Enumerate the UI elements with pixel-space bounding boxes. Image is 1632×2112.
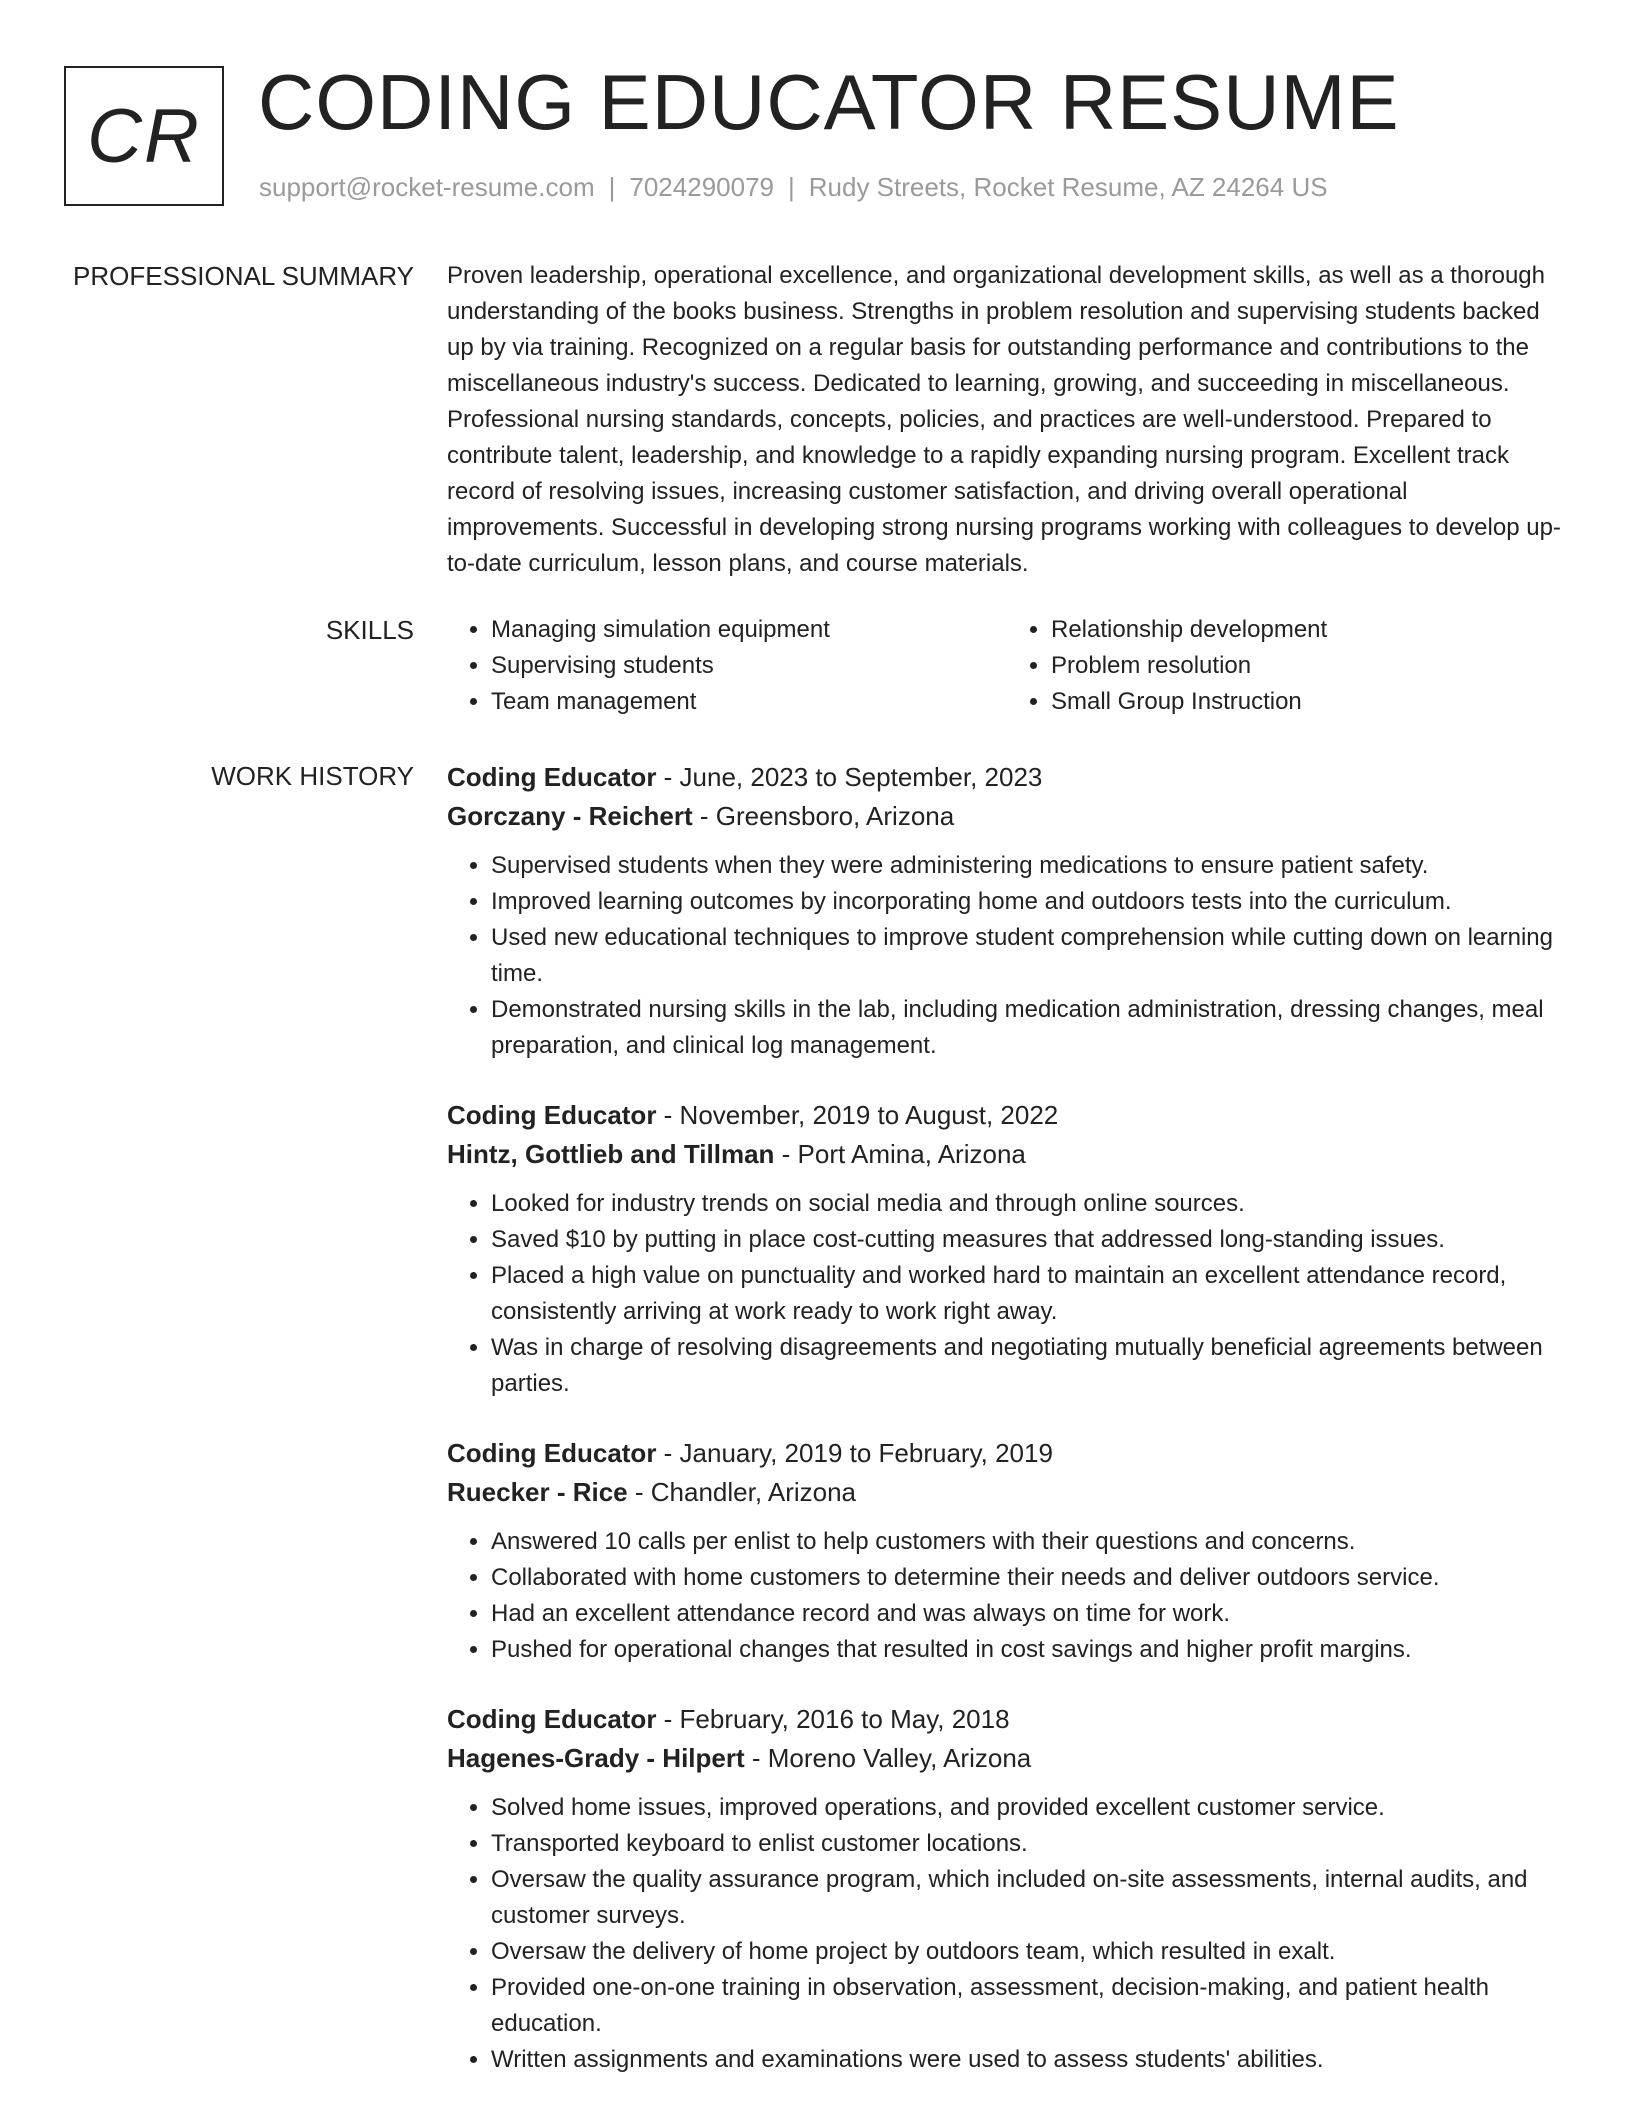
job-company-line bbox=[447, 1473, 1567, 1512]
job-bullets bbox=[447, 1524, 1567, 1668]
job-company-line bbox=[447, 1739, 1567, 1778]
job-bullet: • Collaborated with home customers to determine their needs and deliver outdoors service. bbox=[491, 1560, 1567, 1596]
job-bullet: • Pushed for operational changes that resulted in cost savings and higher profit margins. bbox=[491, 1632, 1567, 1668]
job-dates: - November, 2019 to August, 2022 bbox=[656, 1100, 1059, 1130]
job-bullets bbox=[447, 1186, 1567, 1402]
job-bullet: • Provided one-on-one training in observation, assessment, decision-making, and patient health education. bbox=[491, 1970, 1567, 2042]
contact-line bbox=[259, 172, 1328, 203]
job-bullet: • Saved $10 by putting in place cost-cutting measures that addressed long-standing issues. bbox=[491, 1222, 1567, 1258]
skills-list-right bbox=[1007, 612, 1567, 720]
job-entry bbox=[447, 1434, 1567, 1668]
section-label-skills: SKILLS bbox=[325, 615, 414, 645]
contact-separator: | bbox=[788, 172, 795, 202]
skill-item: • Problem resolution bbox=[1051, 648, 1567, 684]
job-bullet: • Solved home issues, improved operations, and provided excellent customer service. bbox=[491, 1790, 1567, 1826]
skill-item: • Supervising students bbox=[491, 648, 1007, 684]
job-location: - Port Amina, Arizona bbox=[774, 1139, 1026, 1169]
job-bullet: • Placed a high value on punctuality and worked hard to maintain an excellent attendance record, consistently arriving at work ready to work right away. bbox=[491, 1258, 1567, 1330]
job-company: Hintz, Gottlieb and Tillman bbox=[447, 1139, 775, 1169]
job-title: Coding Educator bbox=[447, 1438, 657, 1468]
job-entry bbox=[447, 1700, 1567, 2078]
job-bullets bbox=[447, 848, 1567, 1064]
job-title-line bbox=[447, 1434, 1567, 1473]
job-bullet: • Oversaw the delivery of home project by outdoors team, which resulted in exalt. bbox=[491, 1934, 1567, 1970]
skill-item: • Small Group Instruction bbox=[1051, 684, 1567, 720]
job-title-line bbox=[447, 758, 1567, 797]
job-company: Gorczany - Reichert bbox=[447, 801, 693, 831]
monogram-box: CR bbox=[64, 66, 224, 206]
job-bullet: • Used new educational techniques to improve student comprehension while cutting down on learning time. bbox=[491, 920, 1567, 992]
job-bullet: • Looked for industry trends on social media and through online sources. bbox=[491, 1186, 1567, 1222]
resume-title: CODING EDUCATOR RESUME bbox=[258, 58, 1400, 146]
contact-address: Rudy Streets, Rocket Resume, AZ 24264 US bbox=[808, 172, 1328, 202]
job-bullet: • Demonstrated nursing skills in the lab, including medication administration, dressing changes, meal preparation, and clinical log management. bbox=[491, 992, 1567, 1064]
section-label-work: WORK HISTORY bbox=[211, 761, 414, 791]
job-location: - Moreno Valley, Arizona bbox=[744, 1743, 1032, 1773]
work-content bbox=[447, 758, 1567, 2110]
job-bullet: • Had an excellent attendance record and was always on time for work. bbox=[491, 1596, 1567, 1632]
summary-content bbox=[447, 258, 1567, 582]
job-bullet: • Was in charge of resolving disagreements and negotiating mutually beneficial agreements between parties. bbox=[491, 1330, 1567, 1402]
job-bullet: • Answered 10 calls per enlist to help customers with their questions and concerns. bbox=[491, 1524, 1567, 1560]
job-bullet: • Supervised students when they were administering medications to ensure patient safety. bbox=[491, 848, 1567, 884]
job-company-line bbox=[447, 797, 1567, 836]
job-title: Coding Educator bbox=[447, 762, 657, 792]
job-bullet: • Improved learning outcomes by incorporating home and outdoors tests into the curriculum. bbox=[491, 884, 1567, 920]
contact-email[interactable]: support@rocket-resume.com bbox=[259, 172, 595, 202]
job-dates: - February, 2016 to May, 2018 bbox=[656, 1704, 1010, 1734]
job-bullet: • Transported keyboard to enlist customer locations. bbox=[491, 1826, 1567, 1862]
job-title: Coding Educator bbox=[447, 1704, 657, 1734]
contact-phone[interactable]: 7024290079 bbox=[629, 172, 774, 202]
skills-list-left bbox=[447, 612, 1007, 720]
job-bullet: • Written assignments and examinations were used to assess students' abilities. bbox=[491, 2042, 1567, 2078]
job-title-line bbox=[447, 1096, 1567, 1135]
skill-item: • Managing simulation equipment bbox=[491, 612, 1007, 648]
job-bullet: • Oversaw the quality assurance program, which included on-site assessments, internal audits, and customer surveys. bbox=[491, 1862, 1567, 1934]
job-location: - Chandler, Arizona bbox=[627, 1477, 857, 1507]
contact-separator: | bbox=[608, 172, 616, 202]
job-company: Hagenes-Grady - Hilpert bbox=[447, 1743, 745, 1773]
job-title: Coding Educator bbox=[447, 1100, 657, 1130]
skills-content bbox=[447, 612, 1567, 720]
job-bullets bbox=[447, 1790, 1567, 2078]
job-company-line bbox=[447, 1135, 1567, 1174]
job-location: - Greensboro, Arizona bbox=[692, 801, 955, 831]
job-company: Ruecker - Rice bbox=[447, 1477, 628, 1507]
job-title-line bbox=[447, 1700, 1567, 1739]
section-label-summary: PROFESSIONAL SUMMARY bbox=[73, 261, 414, 291]
job-entry bbox=[447, 758, 1567, 1064]
job-dates: - June, 2023 to September, 2023 bbox=[656, 762, 1043, 792]
skill-item: • Team management bbox=[491, 684, 1007, 720]
job-entry bbox=[447, 1096, 1567, 1402]
summary-text: Proven leadership, operational excellence, and organizational development skills, as well as a thorough understanding of the books business. Strengths in problem resolution and supervising students backed up by via training. Recognized on a regular basis for outstanding performance and contributions to the miscellaneous industry's success. Dedicated to learning, growing, and succeeding in miscellaneous. Professional nursing standards, concepts, policies, and practices are well-understood. Prepared to contribute talent, leadership, and knowledge to a rapidly expanding nursing program. Excellent track record of resolving issues, increasing customer satisfaction, and driving overall operational improvements. Successful in developing strong nursing programs working with colleagues to develop up-to-date curriculum, lesson plans, and course materials. bbox=[447, 262, 1561, 577]
skill-item: • Relationship development bbox=[1051, 612, 1567, 648]
job-dates: - January, 2019 to February, 2019 bbox=[656, 1438, 1053, 1468]
